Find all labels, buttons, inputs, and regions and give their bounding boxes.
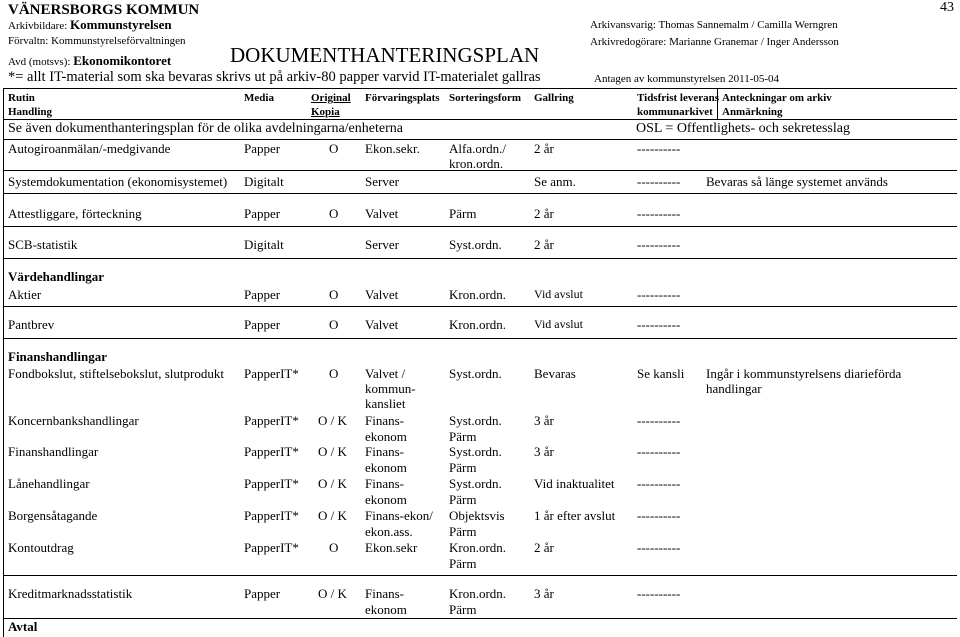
row-sort: Kron.ordn. [449, 540, 507, 555]
row-place: Ekon.sekr. [365, 141, 420, 156]
row-place-2: ekonom [365, 460, 407, 475]
row-place-2: kommun- [365, 381, 416, 396]
row-tidsfrist: ---------- [637, 540, 681, 555]
col-forvaringsplats: Förvaringsplats [365, 92, 440, 104]
row-tidsfrist: Se kansli [637, 366, 685, 381]
row-gallring: 1 år efter avslut [534, 508, 616, 523]
row-place: Valvet [365, 206, 399, 221]
row-original: O / K [318, 586, 347, 601]
col-original: Original [311, 92, 351, 104]
row-place: Server [365, 237, 399, 252]
row-media: Papper [244, 287, 281, 302]
row-original: O [329, 287, 339, 302]
avdelning [8, 53, 171, 69]
section-heading: Avtal [8, 619, 38, 634]
row-sort: Pärm [449, 206, 477, 221]
row-place: Finans- [365, 413, 404, 428]
row-original: O / K [318, 508, 347, 523]
row-media: PapperIT* [244, 508, 299, 523]
row-original: O [329, 206, 339, 221]
row-media: PapperIT* [244, 413, 299, 428]
org-name: VÄNERSBORGS KOMMUN [8, 2, 200, 18]
row-sort-2: Pärm [449, 524, 477, 539]
row-media: Digitalt [244, 237, 284, 252]
see-also-note: Se även dokumenthanteringsplan för de olika avdelningarna/enheterna [8, 121, 403, 136]
row-name: Borgensåtagande [8, 508, 98, 523]
row-gallring: 3 år [534, 444, 554, 459]
row-sort: Se anm. [534, 174, 576, 189]
row-sort-2: Pärm [449, 429, 477, 444]
col-media: Media [244, 92, 274, 104]
row-place-2: ekonom [365, 429, 407, 444]
avd-value: Ekonomikontoret [73, 53, 172, 68]
row-place: Valvet [365, 287, 399, 302]
row-sort-2: Pärm [449, 556, 477, 571]
row-place: Finans-ekon/ [365, 508, 433, 523]
row-sort-2: Pärm [449, 602, 477, 617]
row-name: Finanshandlingar [8, 444, 99, 459]
row-sort: Syst.ordn. [449, 444, 502, 459]
row-original: O [329, 141, 339, 156]
row-sort-2: Pärm [449, 492, 477, 507]
row-gallring: Bevaras [534, 366, 576, 381]
row-name: Lånehandlingar [8, 476, 90, 491]
row-place: Ekon.sekr [365, 540, 418, 555]
row-tidsfrist: ---------- [637, 237, 681, 252]
row-name: Koncernbankshandlingar [8, 413, 139, 428]
row-name: SCB-statistik [8, 237, 78, 252]
row-place: Finans- [365, 444, 404, 459]
row-sort-2: kron.ordn. [449, 156, 504, 171]
row-sort: Syst.ordn. [449, 476, 502, 491]
row-gallring: 3 år [534, 413, 554, 428]
row-note-2: handlingar [706, 381, 762, 396]
section-heading: Värdehandlingar [8, 269, 105, 284]
row-sort-2: Pärm [449, 460, 477, 475]
row-place: Valvet / [365, 366, 406, 381]
row-name: Kreditmarknadsstatistik [8, 586, 133, 601]
row-original: O / K [318, 444, 347, 459]
row-gallring: Vid inaktualitet [534, 476, 615, 491]
row-tidsfrist: ---------- [637, 206, 681, 221]
row-tidsfrist: ---------- [637, 287, 681, 302]
row-place-2: ekon.ass. [365, 524, 413, 539]
row-original: O [329, 366, 339, 381]
row-place: Finans- [365, 476, 404, 491]
row-media: PapperIT* [244, 366, 299, 381]
row-name: Pantbrev [8, 317, 55, 332]
row-place-2: ekonom [365, 492, 407, 507]
col-anmarkning: Anmärkning [722, 106, 783, 118]
row-place: Server [365, 174, 399, 189]
row-tidsfrist: ---------- [637, 317, 681, 332]
row-media: PapperIT* [244, 444, 299, 459]
row-media: Digitalt [244, 174, 284, 189]
row-media: Papper [244, 141, 281, 156]
row-place-2: ekonom [365, 602, 407, 617]
row-sort: Objektsvis [449, 508, 505, 523]
row-sort: Kron.ordn. [449, 586, 507, 601]
row-name: Aktier [8, 287, 42, 302]
col-handling: Handling [8, 106, 53, 118]
row-original: O [329, 540, 339, 555]
row-media: Papper [244, 317, 281, 332]
arkivbildare-label: Arkivbildare: [8, 20, 68, 32]
antagen-date: Antagen av kommunstyrelsen 2011-05-04 [594, 73, 780, 85]
forvaltning: Förvaltn: Kommunstyrelseförvaltningen [8, 35, 186, 47]
row-gallring: Vid avslut [534, 287, 583, 301]
row-place-3: kansliet [365, 396, 406, 411]
row-media: Papper [244, 586, 281, 601]
row-gallring: 2 år [534, 540, 554, 555]
col-tidsfrist: Tidsfrist leverans [637, 92, 719, 104]
row-place: Valvet [365, 317, 399, 332]
row-media: PapperIT* [244, 540, 299, 555]
row-gallring: 2 år [534, 237, 554, 252]
row-sort: Syst.ordn. [449, 366, 502, 381]
row-sort: Alfa.ordn./ [449, 141, 507, 156]
row-media: PapperIT* [244, 476, 299, 491]
it-note: *= allt IT-material som ska bevaras skrivs ut på arkiv-80 papper varvid IT-materialet gallras [8, 69, 541, 85]
row-name: Attestliggare, förteckning [8, 206, 142, 221]
row-tidsfrist: ---------- [637, 476, 681, 491]
col-gallring: Gallring [534, 92, 574, 104]
col-anteckningar: Anteckningar om arkiv [722, 92, 832, 104]
arkivbildare-value: Kommunstyrelsen [70, 17, 172, 32]
row-name: Systemdokumentation (ekonomisystemet) [8, 174, 228, 189]
row-sort: Syst.ordn. [449, 237, 502, 252]
row-gallring: 3 år [534, 586, 554, 601]
row-name: Autogiroanmälan/-medgivande [8, 141, 171, 156]
row-note: Bevaras så länge systemet används [706, 174, 888, 189]
arkivansvarig: Arkivansvarig: Thomas Sannemalm / Camilla Werngren [590, 19, 838, 31]
row-tidsfrist: ---------- [637, 174, 681, 189]
row-name: Fondbokslut, stiftelsebokslut, slutprodukt [8, 366, 224, 381]
document-title: DOKUMENTHANTERINGSPLAN [230, 43, 540, 67]
row-gallring: Vid avslut [534, 317, 583, 331]
row-original: O / K [318, 413, 347, 428]
row-name: Kontoutdrag [8, 540, 74, 555]
row-note: Ingår i kommunstyrelsens diarieförda [706, 366, 902, 381]
arkivredogorare: Arkivredogörare: Marianne Granemar / Inger Andersson [590, 36, 839, 48]
col-kommunarkivet: kommunarkivet [637, 106, 713, 118]
row-original: O / K [318, 476, 347, 491]
row-sort: Kron.ordn. [449, 287, 507, 302]
row-tidsfrist: ---------- [637, 141, 681, 156]
row-sort: Syst.ordn. [449, 413, 502, 428]
row-sort: Kron.ordn. [449, 317, 507, 332]
avd-label: Avd (motsvs): [8, 56, 71, 68]
col-sorteringsform: Sorteringsform [449, 92, 522, 104]
arkivbildare [8, 17, 172, 33]
col-kopia: Kopia [311, 106, 340, 118]
row-gallring: 2 år [534, 206, 554, 221]
col-rutin: Rutin [8, 92, 35, 104]
row-tidsfrist: ---------- [637, 444, 681, 459]
osl-note: OSL = Offentlighets- och sekretesslag [636, 121, 850, 136]
row-tidsfrist: ---------- [637, 413, 681, 428]
row-gallring: 2 år [534, 141, 554, 156]
row-place: Finans- [365, 586, 404, 601]
page-number: 43 [940, 0, 954, 15]
row-media: Papper [244, 206, 281, 221]
row-original: O [329, 317, 339, 332]
row-tidsfrist: ---------- [637, 586, 681, 601]
row-tidsfrist: ---------- [637, 508, 681, 523]
section-heading: Finanshandlingar [8, 349, 107, 364]
